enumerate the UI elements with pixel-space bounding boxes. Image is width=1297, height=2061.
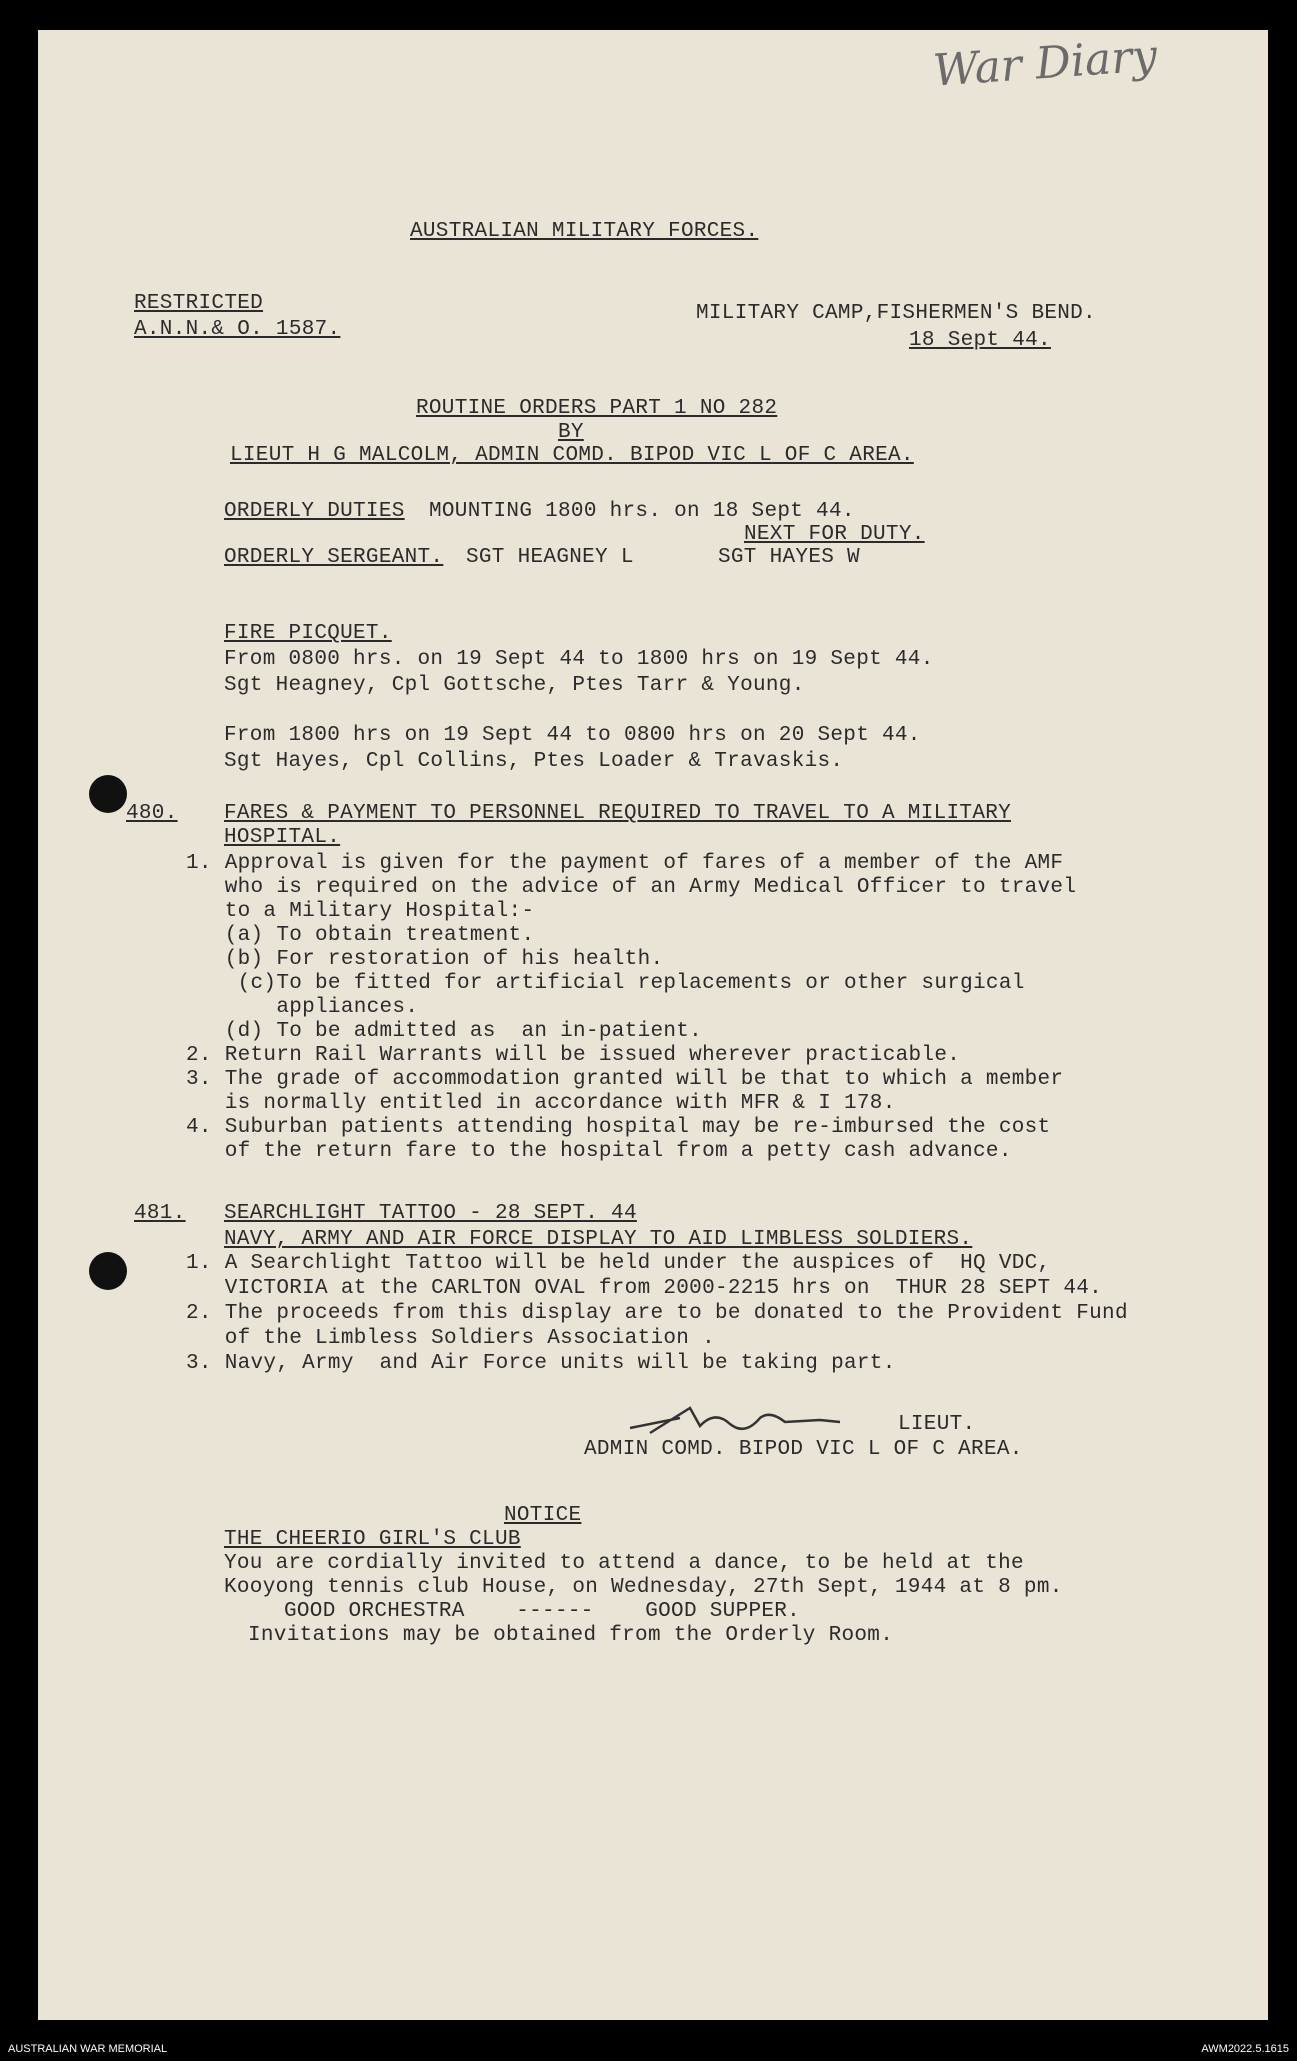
issuing-officer: LIEUT H G MALCOLM, ADMIN COMD. BIPOD VIC L OF C AREA. [230,444,914,467]
section-480-title: HOSPITAL. [224,826,341,849]
section-480-title: FARES & PAYMENT TO PERSONNEL REQUIRED TO TRAVEL TO A MILITARY [224,802,1012,825]
punch-hole [89,1252,127,1290]
orderly-duties-value: MOUNTING 1800 hrs. on 18 Sept 44. [429,500,855,523]
fire-picquet-line: Sgt Heagney, Cpl Gottsche, Ptes Tarr & Young. [224,674,805,697]
footer-source: AUSTRALIAN WAR MEMORIAL [8,2043,168,2055]
order-date: 18 Sept 44. [909,329,1051,352]
notice-club: THE CHEERIO GIRL'S CLUB [224,1528,521,1551]
section-481-title: SEARCHLIGHT TATTOO - 28 SEPT. 44 [224,1202,637,1225]
section-481-line: of the Limbless Soldiers Association . [186,1327,715,1350]
fire-picquet-title: FIRE PICQUET. [224,622,392,645]
fire-picquet-line: From 1800 hrs on 19 Sept 44 to 0800 hrs on 20 Sept 44. [224,724,921,747]
section-480-line: 2. Return Rail Warrants will be issued wherever practicable. [186,1044,961,1067]
orderly-duties-label: ORDERLY DUTIES [224,500,405,523]
notice-line: Invitations may be obtained from the Orderly Room. [248,1624,894,1647]
orderly-sergeant-next: SGT HAYES W [718,546,860,569]
notice-title: NOTICE [504,1504,582,1527]
signature-title: ADMIN COMD. BIPOD VIC L OF C AREA. [584,1438,1023,1461]
section-480-body [186,852,1076,1164]
section-481-line: 3. Navy, Army and Air Force units will be taking part. [186,1352,896,1375]
next-for-duty-label: NEXT FOR DUTY. [744,523,925,546]
document-page [38,30,1268,2020]
camp-location: MILITARY CAMP,FISHERMEN'S BEND. [696,302,1096,325]
section-480-line: is normally entitled in accordance with MFR & I 178. [186,1092,896,1115]
orderly-sergeant-label: ORDERLY SERGEANT. [224,546,444,569]
notice-line: You are cordially invited to attend a dance, to be held at the [224,1552,1024,1575]
section-481-line: 1. A Searchlight Tattoo will be held under the auspices of HQ VDC, [186,1252,1051,1275]
footer-accession: AWM2022.5.1615 [1201,2043,1289,2055]
order-reference: A.N.N.& O. 1587. [134,318,341,341]
section-480-line: who is required on the advice of an Army Medical Officer to travel [186,876,1077,899]
fire-picquet-line: Sgt Hayes, Cpl Collins, Ptes Loader & Travaskis. [224,750,844,773]
signature-rank: LIEUT. [898,1413,976,1436]
section-481-subtitle: NAVY, ARMY AND AIR FORCE DISPLAY TO AID LIMBLESS SOLDIERS. [224,1228,973,1251]
restricted-label: RESTRICTED [134,292,264,315]
fire-picquet-line: From 0800 hrs. on 19 Sept 44 to 1800 hrs on 19 Sept 44. [224,648,934,671]
notice-line: GOOD ORCHESTRA ------ GOOD SUPPER. [284,1600,801,1623]
punch-hole [89,775,127,813]
routine-orders-title: ROUTINE ORDERS PART 1 NO 282 [416,397,778,420]
section-481-body [186,1252,1128,1377]
section-480-line: (d) To be admitted as an in-patient. [186,1020,703,1043]
section-480-line: 1. Approval is given for the payment of fares of a member of the AMF [186,852,1064,875]
by-line: BY [558,421,584,444]
section-481-line: VICTORIA at the CARLTON OVAL from 2000-2215 hrs on THUR 28 SEPT 44. [186,1277,1103,1300]
section-480-line: 3. The grade of accommodation granted will be that to which a member [186,1068,1064,1091]
section-480-line: appliances. [186,996,419,1019]
section-481-number: 481. [134,1202,186,1225]
section-480-line: to a Military Hospital:- [186,900,535,923]
notice-line: Kooyong tennis club House, on Wednesday, 27th Sept, 1944 at 8 pm. [224,1576,1063,1599]
section-480-number: 480. [126,802,178,825]
document-heading: AUSTRALIAN MILITARY FORCES. [410,220,759,243]
section-480-line: (c)To be fitted for artificial replacements or other surgical [186,972,1025,995]
section-480-line: of the return fare to the hospital from a petty cash advance. [186,1140,1012,1163]
handwritten-annotation: War Diary [931,30,1159,97]
section-480-line: (b) For restoration of his health. [186,948,664,971]
section-481-line: 2. The proceeds from this display are to be donated to the Provident Fund [186,1302,1128,1325]
orderly-sergeant-value: SGT HEAGNEY L [466,546,634,569]
section-480-line: (a) To obtain treatment. [186,924,535,947]
section-480-line: 4. Suburban patients attending hospital may be re-imbursed the cost [186,1116,1051,1139]
